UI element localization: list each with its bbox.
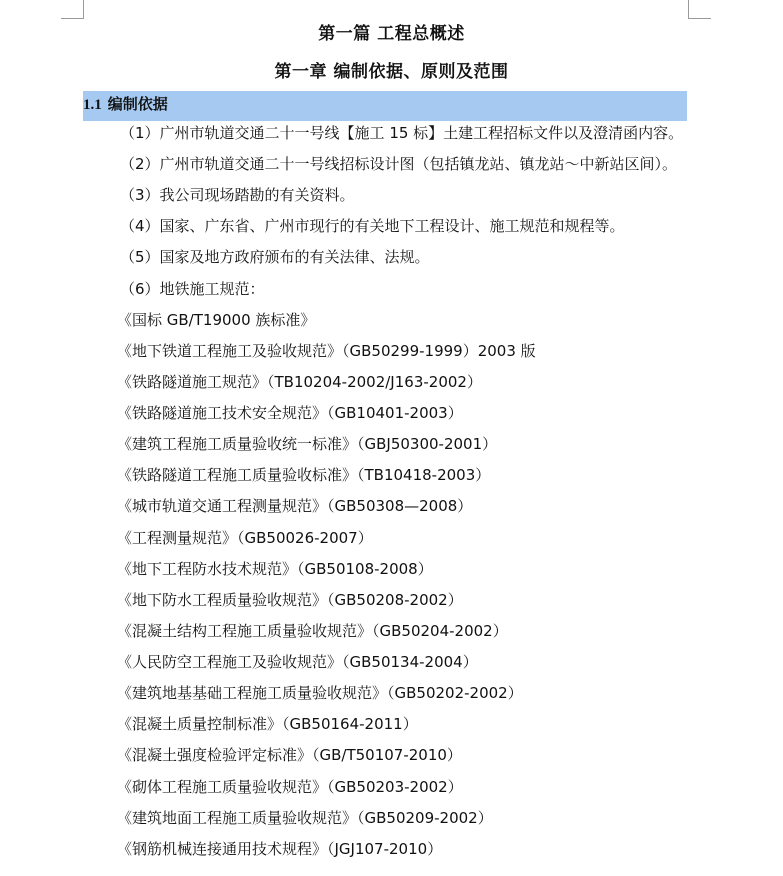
standard-item: 《钢筋机械连接通用技术规程》（JGJ107-2010） <box>117 840 443 858</box>
standard-item: 《砌体工程施工质量验收规范》（GB50203-2002） <box>117 778 463 796</box>
standard-item: 《建筑地面工程施工质量验收规范》（GB50209-2002） <box>117 809 493 827</box>
basis-item: （5）国家及地方政府颁布的有关法律、法规。 <box>120 248 430 266</box>
standard-item: 《人民防空工程施工及验收规范》（GB50134-2004） <box>117 653 478 671</box>
crop-mark-top-right <box>688 0 711 19</box>
basis-item: （6）地铁施工规范： <box>120 280 265 298</box>
section-title: 编制依据 <box>107 95 168 113</box>
section-number: 1.1 <box>83 97 102 113</box>
standard-item: 《铁路隧道工程施工质量验收标准》（TB10418-2003） <box>117 466 491 484</box>
standard-item: 《地下防水工程质量验收规范》（GB50208-2002） <box>117 591 463 609</box>
standard-item: 《铁路隧道施工规范》（TB10204-2002/J163-2002） <box>117 373 482 391</box>
standard-item: 《城市轨道交通工程测量规范》（GB50308—2008） <box>117 497 473 515</box>
basis-item: （2）广州市轨道交通二十一号线招标设计图（包括镇龙站、镇龙站～中新站区间）。 <box>120 155 678 173</box>
standard-item: 《混凝土强度检验评定标准》（GB/T50107-2010） <box>117 746 462 764</box>
standard-item: 《国标 GB/T19000 族标准》 <box>117 311 316 329</box>
standard-item: 《地下工程防水技术规范》（GB50108-2008） <box>117 560 433 578</box>
standard-item: 《建筑地基基础工程施工质量验收规范》（GB50202-2002） <box>117 684 523 702</box>
section-highlight <box>83 91 687 121</box>
standard-item: 《地下铁道工程施工及验收规范》（GB50299-1999）2003 版 <box>117 342 536 360</box>
standard-item: 《混凝土结构工程施工质量验收规范》（GB50204-2002） <box>117 622 508 640</box>
section-heading <box>83 93 168 114</box>
standard-item: 《混凝土质量控制标准》（GB50164-2011） <box>117 715 418 733</box>
basis-item: （1）广州市轨道交通二十一号线【施工 15 标】土建工程招标文件以及澄清函内容。 <box>120 124 684 142</box>
standard-item: 《工程测量规范》（GB50026-2007） <box>117 529 373 547</box>
crop-mark-top-left <box>61 0 84 19</box>
standard-item: 《建筑工程施工质量验收统一标准》（GBJ50300-2001） <box>117 435 498 453</box>
basis-item: （4）国家、广东省、广州市现行的有关地下工程设计、施工规范和规程等。 <box>120 217 625 235</box>
basis-item: （3）我公司现场踏勘的有关资料。 <box>120 186 355 204</box>
standard-item: 《铁路隧道施工技术安全规范》（GB10401-2003） <box>117 404 463 422</box>
chapter-title: 第一章 编制依据、原则及范围 <box>274 62 509 82</box>
part-title: 第一篇 工程总概述 <box>318 24 465 44</box>
